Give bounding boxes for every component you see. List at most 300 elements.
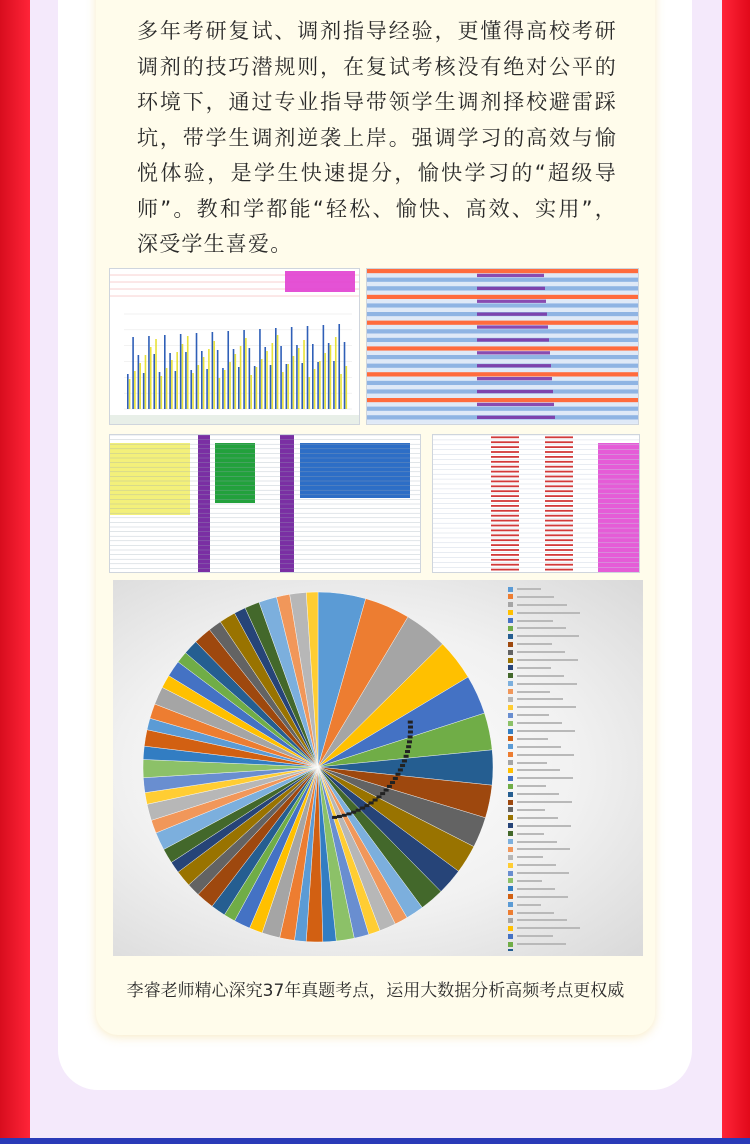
legend-swatch <box>508 618 513 623</box>
analysis-caption: 李睿老师精心深究37年真题考点，运用大数据分析高频考点更权威 <box>126 981 625 1001</box>
pie-legend-item <box>508 831 638 839</box>
pie-data-label <box>404 755 409 758</box>
red-number-value <box>545 500 573 502</box>
red-number-value <box>545 436 573 438</box>
bar-series-1 <box>180 334 182 409</box>
table-row <box>367 359 638 363</box>
legend-swatch <box>508 602 513 607</box>
bar-series-1 <box>280 346 282 409</box>
bar-series-1 <box>307 326 309 409</box>
legend-label-placeholder <box>517 706 576 708</box>
bar-series-1 <box>270 365 272 409</box>
legend-swatch <box>508 752 513 757</box>
legend-label-placeholder <box>517 675 564 677</box>
bar-series-1 <box>175 371 177 409</box>
legend-swatch <box>508 926 513 931</box>
pie-legend-item <box>508 673 638 681</box>
legend-label-placeholder <box>517 793 559 795</box>
pie-data-label <box>400 764 405 767</box>
pie-legend-item <box>508 775 638 783</box>
legend-label-placeholder <box>517 785 546 787</box>
pie-legend-item <box>508 720 638 728</box>
purple-highlight <box>477 338 549 341</box>
knowledge-point-figure <box>110 435 420 572</box>
legend-label-placeholder <box>517 667 551 669</box>
legend-swatch <box>508 776 513 781</box>
bottom-blue-strip <box>0 1138 750 1144</box>
table-row <box>367 278 638 282</box>
red-number-value <box>545 525 573 527</box>
pie-legend-item <box>508 894 638 902</box>
legend-label-placeholder <box>517 683 577 685</box>
legend-swatch <box>508 594 513 599</box>
red-number-value <box>491 461 519 463</box>
red-number-value <box>545 510 573 512</box>
pie-legend-item <box>508 704 638 712</box>
pie-legend-item <box>508 665 638 673</box>
pie-legend-item <box>508 783 638 791</box>
legend-swatch <box>508 815 513 820</box>
pie-legend-item <box>508 689 638 697</box>
red-number-value <box>491 505 519 507</box>
legend-swatch <box>508 681 513 686</box>
bar-series-2 <box>219 378 221 409</box>
bar-series-2 <box>139 363 141 409</box>
bar-series-1 <box>185 352 187 409</box>
bar-series-1 <box>138 355 140 409</box>
legend-label-placeholder <box>517 612 580 614</box>
pie-legend-item <box>508 625 638 633</box>
red-number-value <box>545 461 573 463</box>
legend-label-placeholder <box>517 912 554 914</box>
table-row <box>367 355 638 359</box>
red-number-value <box>491 456 519 458</box>
pie-legend-item <box>508 846 638 854</box>
bar-series-2 <box>208 349 210 409</box>
table-header-row <box>367 346 638 350</box>
bar-series-1 <box>127 374 129 409</box>
pie-legend-item <box>508 760 638 768</box>
legend-swatch <box>508 800 513 805</box>
teacher-intro-paragraph: 多年考研复试、调剂指导经验，更懂得高校考研调剂的技巧潜规则，在复试考核没有绝对公平的环境下，通过专业指导带领学生调剂择校避雷踩坑，带学生调剂逆袭上岸。强调学习的高效与愉悦体验，是学生快速提分，愉快学习的“超级导师”。教和学都能“轻松、愉快、高效、实用”，深受学生喜爱。 <box>137 19 617 256</box>
pie-data-label <box>364 804 369 807</box>
legend-label-placeholder <box>517 769 560 771</box>
bar-series-2 <box>176 352 178 409</box>
pie-data-label <box>402 759 407 762</box>
table-header-row <box>367 321 638 325</box>
bar-series-2 <box>182 344 184 409</box>
bar-series-1 <box>344 342 346 409</box>
legend-swatch <box>508 894 513 899</box>
table-row <box>367 291 638 295</box>
pie-data-label <box>395 773 400 776</box>
red-number-value <box>545 564 573 566</box>
bar-series-1 <box>222 368 224 409</box>
pie-data-label <box>360 807 365 810</box>
table-row <box>367 411 638 415</box>
red-number-value <box>491 490 519 492</box>
yellow-column <box>110 443 190 515</box>
bar-series-1 <box>164 335 166 409</box>
pie-chart-screenshot <box>113 580 643 956</box>
bar-series-1 <box>259 329 261 409</box>
pie-data-label <box>407 740 412 743</box>
red-number-value <box>491 530 519 532</box>
bar-series-1 <box>148 336 150 409</box>
bar-series-1 <box>317 362 319 409</box>
table-row <box>367 394 638 398</box>
pie-data-label <box>398 768 403 771</box>
legend-swatch <box>508 878 513 883</box>
bar-series-2 <box>340 374 342 409</box>
bar-series-2 <box>134 371 136 409</box>
bar-series-2 <box>150 347 152 409</box>
red-number-value <box>491 495 519 497</box>
bar-series-1 <box>254 366 256 409</box>
pie-legend-item <box>508 712 638 720</box>
purple-highlight <box>477 274 544 277</box>
purple-column-2 <box>280 435 294 572</box>
right-red-border <box>722 0 750 1144</box>
table-row <box>367 282 638 286</box>
pie-legend-item <box>508 657 638 665</box>
purple-highlight <box>477 416 555 419</box>
score-table-screenshot <box>366 268 639 425</box>
pie-data-label <box>369 801 374 804</box>
pie-legend-item <box>508 910 638 918</box>
bar-series-1 <box>249 348 251 409</box>
legend-label-placeholder <box>517 659 578 661</box>
legend-swatch <box>508 673 513 678</box>
red-number-value <box>491 466 519 468</box>
bar-series-2 <box>298 348 300 409</box>
legend-swatch <box>508 934 513 939</box>
red-number-value <box>545 559 573 561</box>
legend-label-placeholder <box>517 777 573 779</box>
legend-label-placeholder <box>517 627 566 629</box>
table-row <box>367 303 638 307</box>
legend-label-placeholder <box>517 746 561 748</box>
red-number-value <box>545 534 573 536</box>
bar-series-1 <box>206 369 208 409</box>
frequency-table-figure <box>433 435 639 572</box>
bar-series-1 <box>291 327 293 409</box>
pie-data-label <box>356 809 361 812</box>
red-number-value <box>545 485 573 487</box>
highlighted-cells <box>285 271 355 292</box>
legend-label-placeholder <box>517 698 563 700</box>
red-number-value <box>545 441 573 443</box>
bar-series-2 <box>293 356 295 409</box>
red-number-value <box>545 530 573 532</box>
blue-block <box>300 443 410 498</box>
score-table-figure <box>367 269 638 424</box>
legend-label-placeholder <box>517 691 550 693</box>
pie-data-label <box>405 750 410 753</box>
table-row <box>367 420 638 424</box>
red-number-value <box>491 569 519 571</box>
bar-series-1 <box>143 373 145 409</box>
bar-series-1 <box>159 372 161 409</box>
pie-data-label <box>406 745 411 748</box>
pie-legend-item <box>508 696 638 704</box>
bar-series-2 <box>235 354 237 409</box>
purple-highlight <box>477 390 553 393</box>
legend-swatch <box>508 626 513 631</box>
legend-swatch <box>508 736 513 741</box>
bar-series-2 <box>198 365 200 409</box>
pie-data-label <box>332 816 337 819</box>
purple-highlight <box>477 313 547 316</box>
bar-series-1 <box>238 367 240 409</box>
bar-series-2 <box>166 368 168 409</box>
legend-swatch <box>508 658 513 663</box>
table-header-row <box>367 372 638 376</box>
red-number-value <box>491 520 519 522</box>
red-number-value <box>545 446 573 448</box>
bar-chart-figure <box>110 269 359 424</box>
pie-legend-item <box>508 799 638 807</box>
red-number-value <box>545 549 573 551</box>
table-header-row <box>367 295 638 299</box>
legend-label-placeholder <box>517 848 570 850</box>
red-number-value <box>545 515 573 517</box>
bar-series-2 <box>319 361 321 409</box>
bar-series-2 <box>213 341 215 409</box>
red-number-value <box>491 481 519 483</box>
bar-series-1 <box>169 353 171 409</box>
bar-series-2 <box>324 353 326 409</box>
pie-legend-item <box>508 886 638 894</box>
legend-swatch <box>508 910 513 915</box>
red-number-value <box>491 510 519 512</box>
purple-highlight <box>477 287 545 290</box>
pie-data-label <box>408 735 413 738</box>
red-number-value <box>545 539 573 541</box>
red-number-value <box>545 505 573 507</box>
pie-legend-item <box>508 649 638 657</box>
red-number-value <box>491 534 519 536</box>
red-number-value <box>491 485 519 487</box>
bar-series-2 <box>145 355 147 409</box>
legend-swatch <box>508 705 513 710</box>
legend-swatch <box>508 689 513 694</box>
legend-swatch <box>508 784 513 789</box>
red-number-value <box>491 539 519 541</box>
pie-legend-item <box>508 878 638 886</box>
purple-highlight <box>477 325 548 328</box>
pie-data-label <box>346 812 351 815</box>
red-number-value <box>545 456 573 458</box>
red-number-value <box>491 436 519 438</box>
bar-series-2 <box>261 359 263 409</box>
pie-data-label <box>373 799 378 802</box>
pie-legend-item <box>508 902 638 910</box>
legend-swatch <box>508 942 513 947</box>
red-number-value <box>491 451 519 453</box>
bar-series-1 <box>312 344 314 409</box>
pie-legend-item <box>508 870 638 878</box>
bar-series-2 <box>314 369 316 409</box>
legend-swatch <box>508 823 513 828</box>
red-number-value <box>545 569 573 571</box>
legend-label-placeholder <box>517 596 554 598</box>
pie-legend-item <box>508 618 638 626</box>
red-number-value <box>545 471 573 473</box>
pie-data-label <box>408 730 413 733</box>
pie-legend-item <box>508 633 638 641</box>
bar-series-2 <box>266 351 268 409</box>
table-header-row <box>367 269 638 273</box>
legend-label-placeholder <box>517 730 575 732</box>
red-number-value <box>491 515 519 517</box>
bar-series-2 <box>250 375 252 409</box>
pie-data-label <box>351 811 356 814</box>
legend-label-placeholder <box>517 864 556 866</box>
bar-series-2 <box>272 343 274 409</box>
legend-label-placeholder <box>517 888 555 890</box>
bar-series-1 <box>132 337 134 409</box>
red-number-value <box>491 441 519 443</box>
pie-legend-item <box>508 815 638 823</box>
sheet-tabs <box>110 415 359 424</box>
red-number-value <box>545 544 573 546</box>
table-row <box>367 329 638 333</box>
legend-label-placeholder <box>517 841 557 843</box>
bar-series-2 <box>282 372 284 409</box>
bar-series-2 <box>245 338 247 409</box>
legend-label-placeholder <box>517 620 553 622</box>
legend-label-placeholder <box>517 927 580 929</box>
legend-swatch <box>508 713 513 718</box>
legend-swatch <box>508 697 513 702</box>
red-number-value <box>491 476 519 478</box>
bar-series-1 <box>275 328 277 409</box>
legend-label-placeholder <box>517 872 569 874</box>
legend-swatch <box>508 610 513 615</box>
legend-swatch <box>508 721 513 726</box>
pie-data-label <box>376 795 381 798</box>
legend-swatch <box>508 902 513 907</box>
legend-label-placeholder <box>517 754 574 756</box>
table-row <box>367 407 638 411</box>
pie-legend-item <box>508 767 638 775</box>
excel-bar-chart-screenshot <box>109 268 360 425</box>
legend-label-placeholder <box>517 817 558 819</box>
pie-legend-item <box>508 736 638 744</box>
red-number-value <box>491 471 519 473</box>
bar-series-1 <box>333 361 335 409</box>
pie-data-label <box>390 781 395 784</box>
bar-series-2 <box>277 335 279 409</box>
pie-legend-item <box>508 862 638 870</box>
legend-swatch <box>508 634 513 639</box>
red-number-value <box>491 549 519 551</box>
red-number-value <box>491 500 519 502</box>
bar-series-2 <box>346 366 348 409</box>
bar-series-1 <box>286 364 288 409</box>
legend-label-placeholder <box>517 880 542 882</box>
legend-swatch <box>508 918 513 923</box>
legend-label-placeholder <box>517 722 562 724</box>
bar-series-2 <box>155 339 157 409</box>
legend-label-placeholder <box>517 738 548 740</box>
bar-series-1 <box>301 363 303 409</box>
legend-label-placeholder <box>517 643 552 645</box>
bar-series-2 <box>256 367 258 409</box>
bar-series-2 <box>229 362 231 409</box>
red-number-value <box>491 554 519 556</box>
legend-swatch <box>508 650 513 655</box>
bar-series-1 <box>201 351 203 409</box>
red-number-value <box>545 490 573 492</box>
legend-label-placeholder <box>517 833 544 835</box>
legend-swatch <box>508 831 513 836</box>
pie-chart-legend <box>508 586 638 951</box>
red-number-value <box>491 564 519 566</box>
legend-swatch <box>508 768 513 773</box>
legend-swatch <box>508 847 513 852</box>
bar-series-2 <box>330 345 332 409</box>
red-number-value <box>491 544 519 546</box>
bar-series-2 <box>309 377 311 409</box>
pie-legend-item <box>508 744 638 752</box>
red-number-value <box>545 495 573 497</box>
pie-legend-item <box>508 925 638 933</box>
bar-series-1 <box>212 332 214 409</box>
legend-label-placeholder <box>517 809 545 811</box>
bar-series-2 <box>203 357 205 409</box>
bar-series-1 <box>196 333 198 409</box>
legend-label-placeholder <box>517 714 549 716</box>
table-row <box>367 342 638 346</box>
legend-label-placeholder <box>517 651 565 653</box>
pie-data-label <box>384 789 389 792</box>
pie-legend-item <box>508 791 638 799</box>
table-row <box>367 316 638 320</box>
pie-legend-item <box>508 917 638 925</box>
pie-legend-item <box>508 602 638 610</box>
pie-data-label <box>408 726 413 729</box>
legend-label-placeholder <box>517 588 541 590</box>
legend-swatch <box>508 839 513 844</box>
legend-swatch <box>508 949 513 951</box>
pie-legend-item <box>508 949 638 951</box>
pie-legend-item <box>508 839 638 847</box>
legend-swatch <box>508 642 513 647</box>
bar-series-2 <box>224 370 226 409</box>
purple-highlight <box>477 351 550 354</box>
pie-data-label <box>393 777 398 780</box>
bar-series-1 <box>328 343 330 409</box>
legend-swatch <box>508 744 513 749</box>
legend-swatch <box>508 807 513 812</box>
purple-highlight <box>477 300 546 303</box>
table-row <box>367 381 638 385</box>
red-number-value <box>545 476 573 478</box>
legend-swatch <box>508 886 513 891</box>
pie-legend-item <box>508 854 638 862</box>
legend-swatch <box>508 760 513 765</box>
bar-series-1 <box>243 330 245 409</box>
bar-series-2 <box>192 373 194 409</box>
frequency-table-screenshot <box>432 434 640 573</box>
purple-highlight <box>477 364 551 367</box>
legend-label-placeholder <box>517 762 547 764</box>
bar-series-2 <box>240 346 242 409</box>
legend-label-placeholder <box>517 801 572 803</box>
purple-column <box>198 435 210 572</box>
